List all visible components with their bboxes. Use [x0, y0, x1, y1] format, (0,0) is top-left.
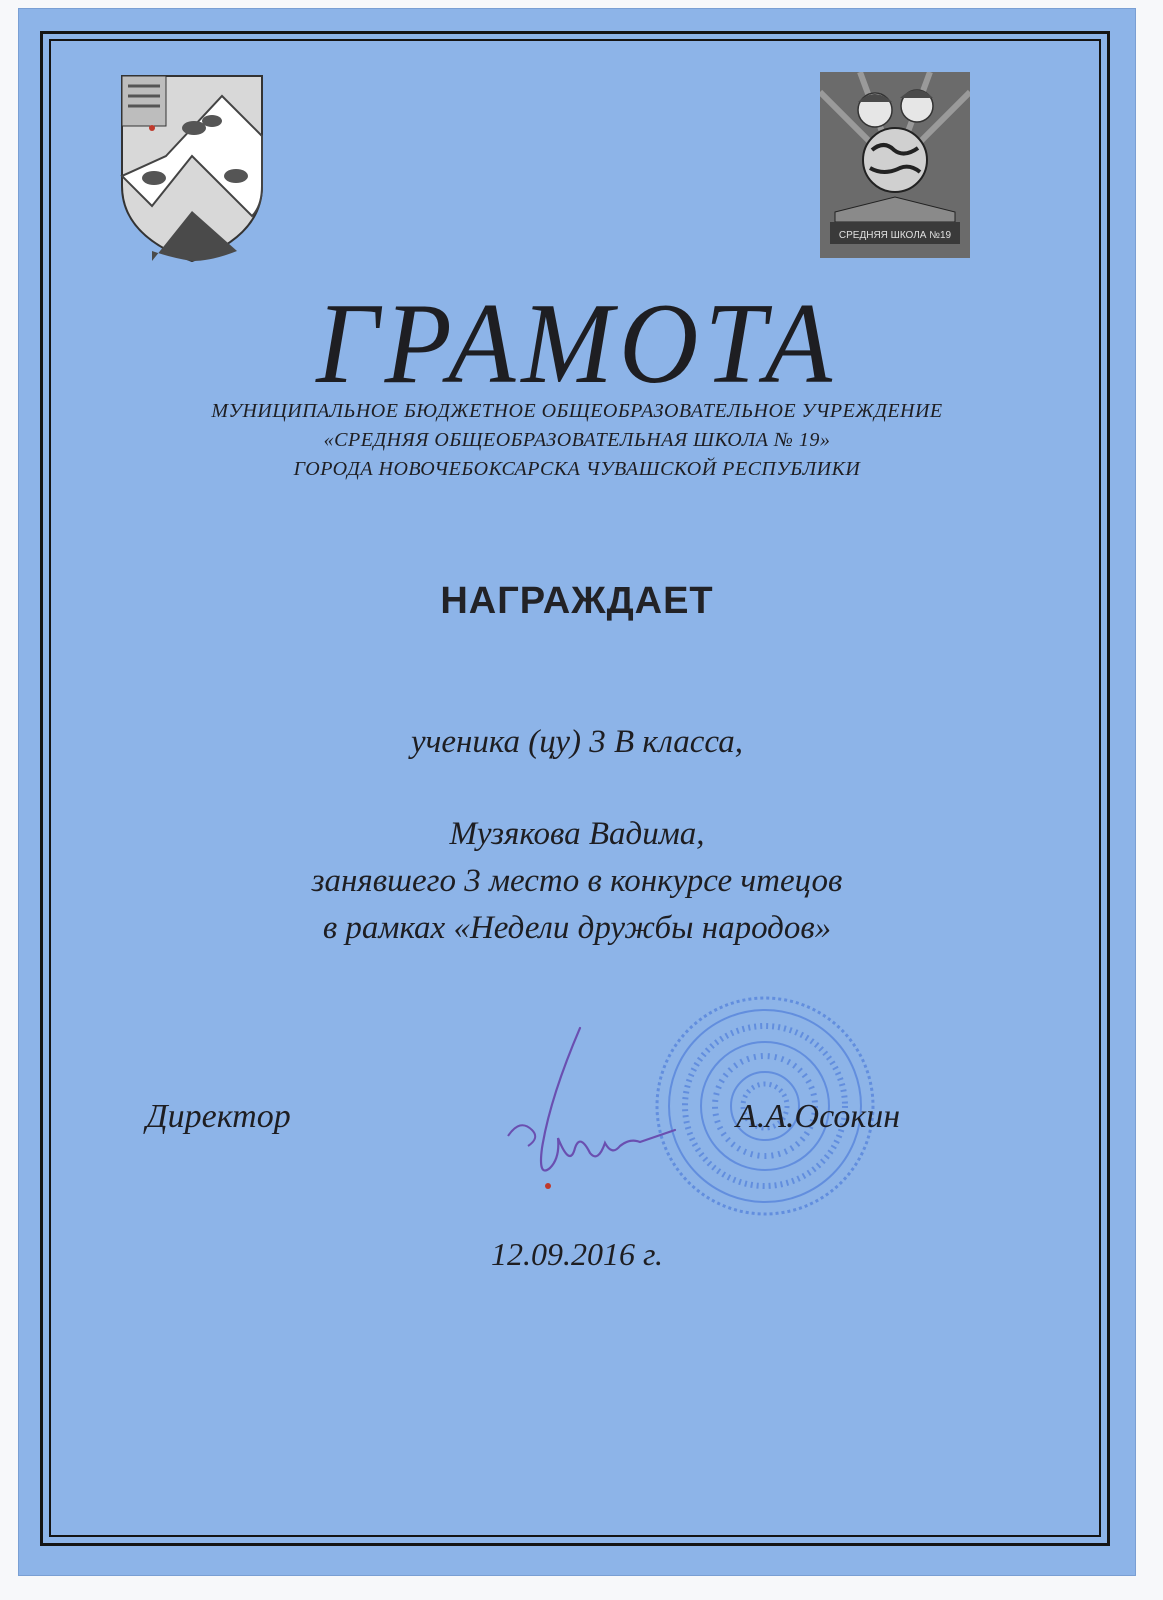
recipient-class: ученика (цу) 3 В класса,: [411, 724, 743, 760]
signer-name: А.А.Осокин: [736, 1098, 901, 1135]
organization-line-2: «СРЕДНЯЯ ОБЩЕОБРАЗОВАТЕЛЬНАЯ ШКОЛА № 19»: [323, 429, 831, 451]
certificate-date: 12.09.2016 г.: [490, 1236, 664, 1272]
signature-icon: [480, 1018, 680, 1198]
award-heading: НАГРАЖДАЕТ: [440, 580, 714, 622]
certificate-sheet: [18, 8, 1136, 1576]
recipient-name: Музякова Вадима,: [449, 816, 705, 852]
school-emblem-icon: [820, 72, 970, 258]
certificate-title: ГРАМОТА: [316, 278, 838, 408]
coat-of-arms-icon: [112, 66, 272, 266]
organization-line-1: МУНИЦИПАЛЬНОЕ БЮДЖЕТНОЕ ОБЩЕОБРАЗОВАТЕЛЬНОЕ УЧРЕЖДЕНИЕ: [211, 400, 943, 422]
organization-line-3: ГОРОДА НОВОЧЕБОКСАРСКА ЧУВАШСКОЙ РЕСПУБЛИКИ: [293, 458, 861, 480]
achievement-line-2: в рамках «Недели дружбы народов»: [322, 910, 832, 946]
signer-role: Директор: [146, 1098, 291, 1135]
achievement-line-1: занявшего 3 место в конкурсе чтецов: [311, 863, 843, 899]
school-emblem-caption: СРЕДНЯЯ ШКОЛА №19: [838, 230, 952, 241]
